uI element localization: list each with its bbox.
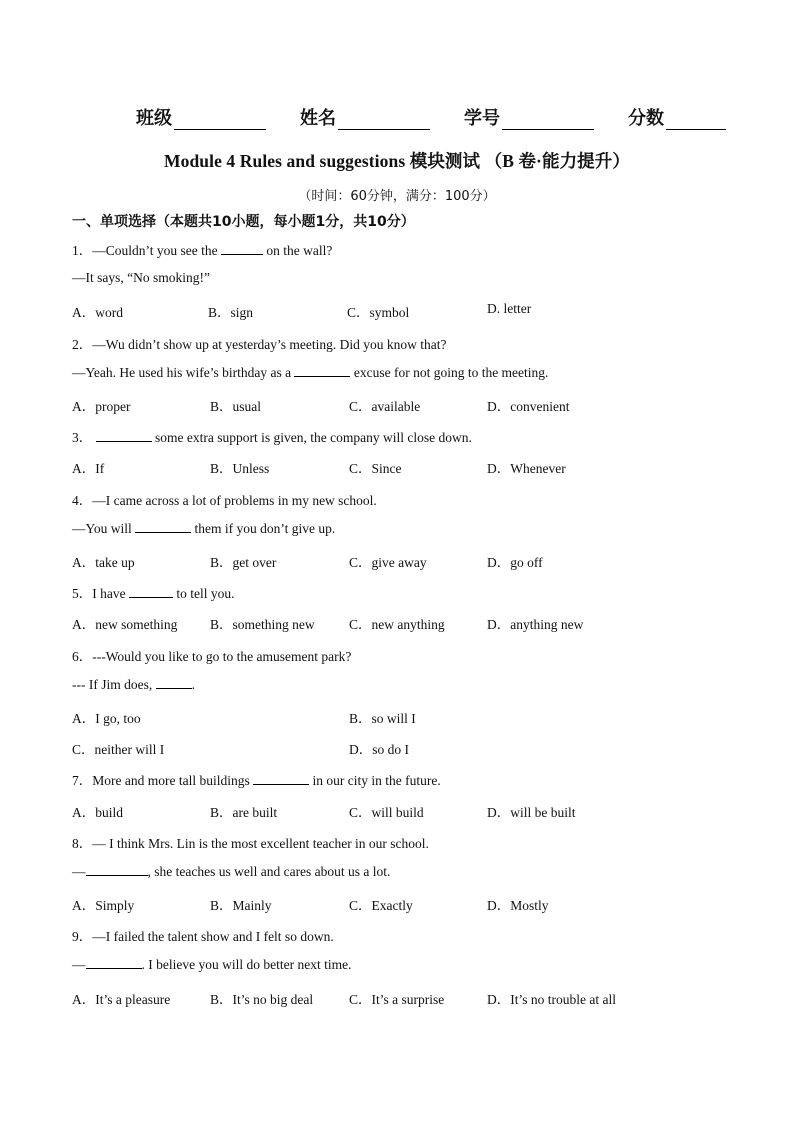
class-blank[interactable] — [174, 111, 266, 130]
answer-blank[interactable] — [135, 520, 191, 533]
answer-blank[interactable] — [253, 772, 309, 785]
question-6-line-2 — [72, 676, 195, 693]
q1-option-d[interactable]: D. letter — [487, 301, 532, 316]
score-label: 分数 — [628, 108, 664, 129]
question-text: to tell you. — [176, 586, 235, 601]
question-text: on the wall? — [266, 243, 333, 258]
answer-blank[interactable] — [86, 956, 142, 969]
student-info-row — [136, 104, 736, 130]
q7-option-b[interactable]: B．are built — [210, 805, 278, 820]
q1-option-a[interactable]: A．word — [72, 305, 123, 320]
question-8: 8．— I think Mrs. Lin is the most excellent teacher in our school. — [72, 836, 429, 851]
score-field — [628, 104, 726, 130]
exam-subtitle: （时间：60分钟，满分：100分） — [298, 189, 496, 204]
q6-option-d[interactable]: D．so do I — [349, 742, 409, 757]
q9-option-c[interactable]: C．It’s a surprise — [349, 992, 445, 1007]
q8-option-d[interactable]: D．Mostly — [487, 898, 549, 913]
q2-option-a[interactable]: A．proper — [72, 399, 131, 414]
answer-blank[interactable] — [86, 863, 148, 876]
q3-option-a[interactable]: A．If — [72, 461, 105, 476]
question-text: in our city in the future. — [312, 773, 441, 788]
q1-option-b[interactable]: B．sign — [208, 305, 254, 320]
q9-option-b[interactable]: B．It’s no big deal — [210, 992, 314, 1007]
q8-option-c[interactable]: C．Exactly — [349, 898, 413, 913]
question-2: 2．—Wu didn’t show up at yesterday’s meeting. Did you know that? — [72, 337, 447, 352]
question-9-line-2 — [72, 956, 351, 973]
question-text: . I believe you will do better next time. — [141, 957, 352, 972]
question-text: — — [72, 957, 86, 972]
q3-option-c[interactable]: C．Since — [349, 461, 402, 476]
q7-option-d[interactable]: D．will be built — [487, 805, 576, 820]
question-text: excuse for not going to the meeting. — [353, 365, 549, 380]
question-text: them if you don’t give up. — [194, 521, 336, 536]
q4-option-c[interactable]: C．give away — [349, 555, 427, 570]
question-5 — [72, 582, 234, 602]
class-label: 班级 — [136, 108, 172, 129]
question-text: 1．—Couldn’t you see the — [72, 243, 218, 258]
student-id-field — [464, 104, 594, 130]
question-text: --- If Jim does, — [72, 677, 153, 692]
question-3 — [72, 426, 472, 446]
q7-option-a[interactable]: A．build — [72, 805, 124, 820]
class-field — [136, 104, 266, 130]
score-blank[interactable] — [666, 111, 726, 130]
question-4: 4．—I came across a lot of problems in my new school. — [72, 493, 377, 508]
q2-option-b[interactable]: B．usual — [210, 399, 262, 414]
answer-blank[interactable] — [129, 585, 173, 598]
question-9: 9．—I failed the talent show and I felt so down. — [72, 929, 334, 944]
q5-option-c[interactable]: C．new anything — [349, 617, 445, 632]
question-1-line-2: —It says, “No smoking!” — [72, 270, 210, 285]
question-text: 3． — [72, 430, 93, 445]
q7-option-c[interactable]: C．will build — [349, 805, 424, 820]
question-text: — — [72, 864, 86, 879]
q6-option-b[interactable]: B．so will I — [349, 711, 416, 726]
q4-option-a[interactable]: A．take up — [72, 555, 135, 570]
question-text: . — [191, 677, 195, 692]
question-2-line-2 — [72, 364, 548, 381]
q5-option-b[interactable]: B．something new — [210, 617, 315, 632]
question-4-line-2 — [72, 520, 335, 537]
section-heading: 一、单项选择（本题共10小题，每小题1分，共10分） — [72, 214, 415, 230]
q4-option-b[interactable]: B．get over — [210, 555, 277, 570]
q5-option-a[interactable]: A．new something — [72, 617, 178, 632]
question-text: 5．I have — [72, 586, 126, 601]
question-text: some extra support is given, the company will close down. — [155, 430, 472, 445]
name-field — [300, 104, 430, 130]
question-text: —Yeah. He used his wife’s birthday as a — [72, 365, 292, 380]
q2-option-d[interactable]: D．convenient — [487, 399, 570, 414]
question-7 — [72, 769, 441, 789]
name-label: 姓名 — [300, 108, 336, 129]
answer-blank[interactable] — [96, 429, 152, 442]
student-id-blank[interactable] — [502, 111, 594, 130]
q9-option-d[interactable]: D．It’s no trouble at all — [487, 992, 616, 1007]
question-6: 6．---Would you like to go to the amusement park? — [72, 649, 352, 664]
student-id-label: 学号 — [464, 108, 500, 129]
q5-option-d[interactable]: D．anything new — [487, 617, 584, 632]
q1-option-c[interactable]: C．symbol — [347, 305, 410, 320]
exam-title: Module 4 Rules and suggestions 模块测试 （B 卷·能力提升） — [164, 151, 630, 171]
question-text: 7．More and more tall buildings — [72, 773, 250, 788]
q3-option-d[interactable]: D．Whenever — [487, 461, 566, 476]
q3-option-b[interactable]: B．Unless — [210, 461, 270, 476]
answer-blank[interactable] — [221, 242, 263, 255]
q2-option-c[interactable]: C．available — [349, 399, 421, 414]
q4-option-d[interactable]: D．go off — [487, 555, 543, 570]
q6-option-a[interactable]: A．I go, too — [72, 711, 141, 726]
q8-option-a[interactable]: A．Simply — [72, 898, 135, 913]
name-blank[interactable] — [338, 111, 430, 130]
q8-option-b[interactable]: B．Mainly — [210, 898, 272, 913]
question-text: , she teaches us well and cares about us a lot. — [147, 864, 391, 879]
question-1 — [72, 239, 332, 259]
answer-blank[interactable] — [156, 676, 192, 689]
q6-option-c[interactable]: C．neither will I — [72, 742, 165, 757]
question-text: —You will — [72, 521, 132, 536]
answer-blank[interactable] — [294, 364, 350, 377]
question-8-line-2 — [72, 863, 390, 880]
q9-option-a[interactable]: A．It’s a pleasure — [72, 992, 171, 1007]
